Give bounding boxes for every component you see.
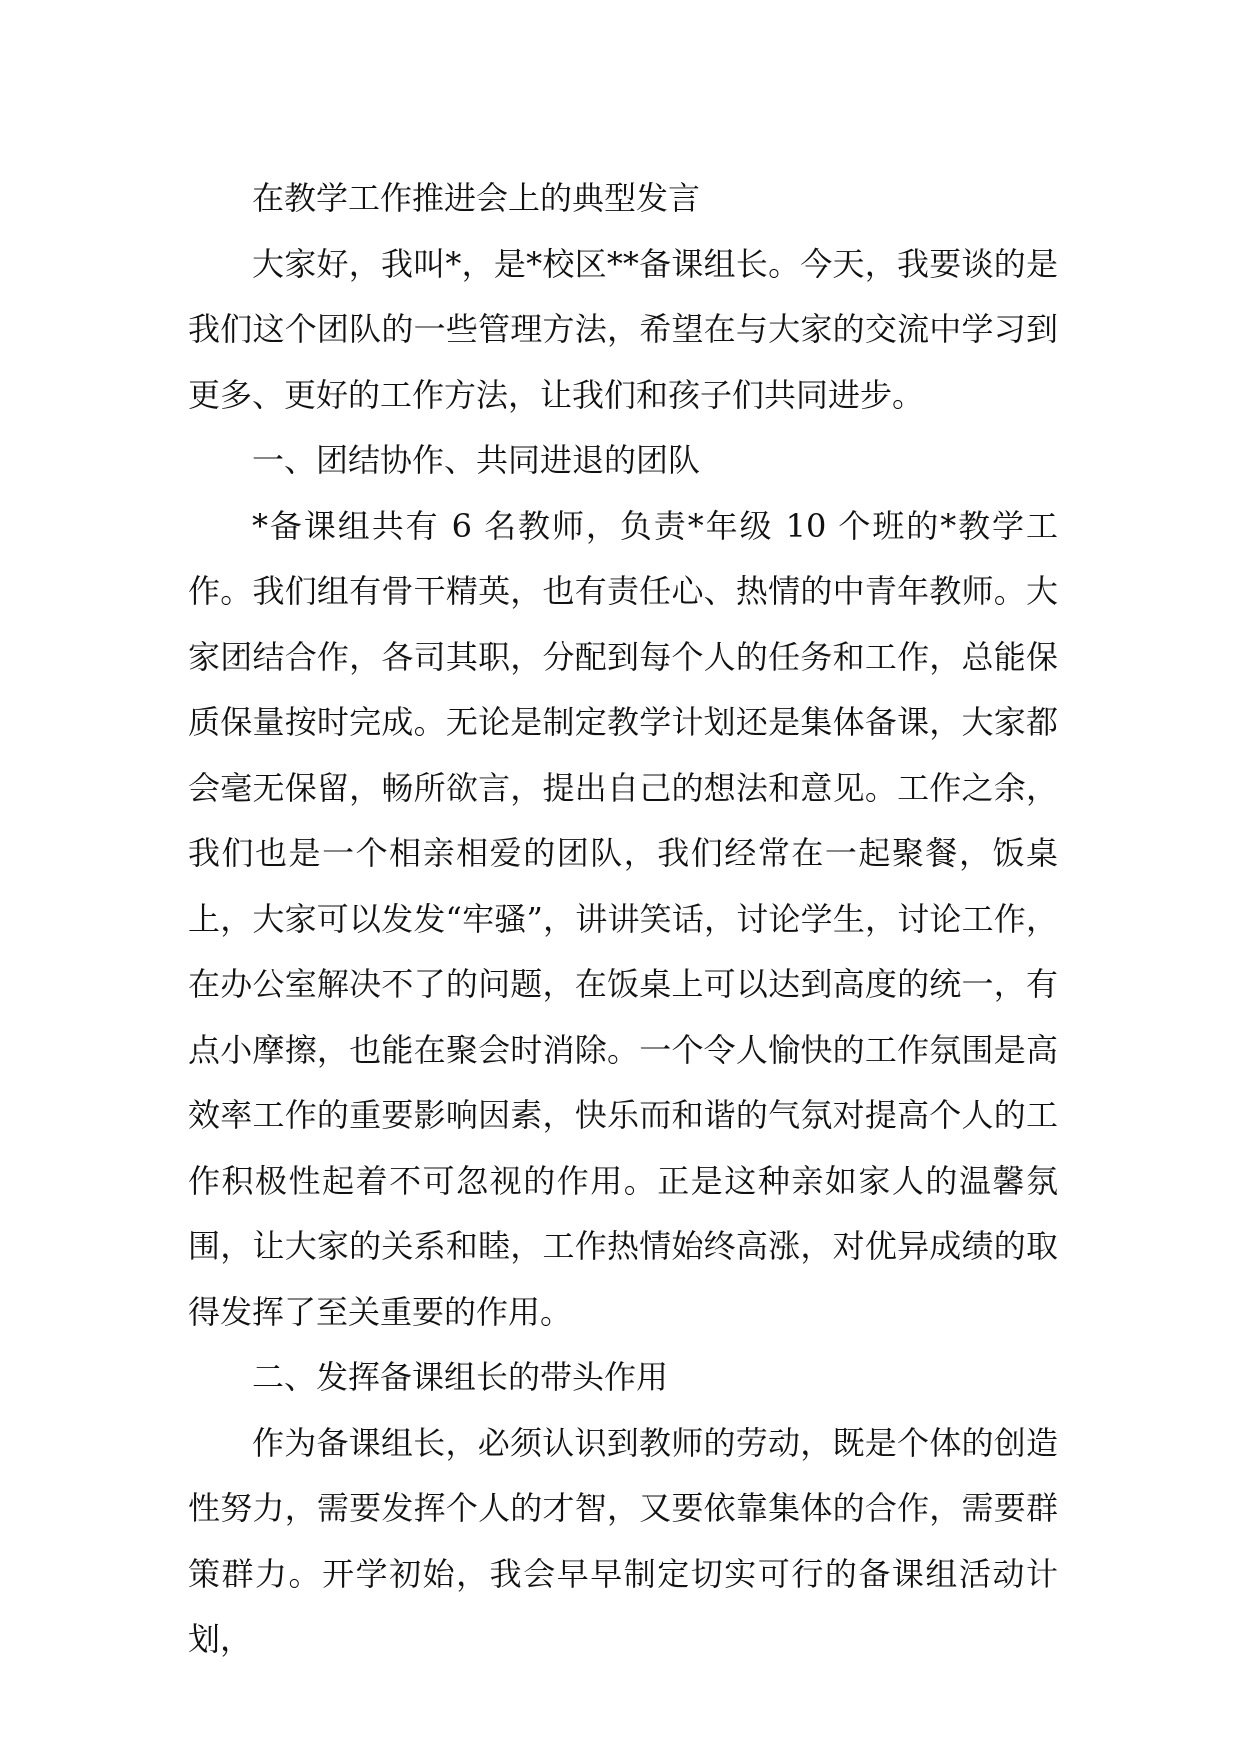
paragraph-leader: 作为备课组长，必须认识到教师的劳动，既是个体的创造性努力，需要发挥个人的才智，又要依靠集体的合作，需要群策群力。开学初始，我会早早制定切实可行的备课组活动计划， xyxy=(188,1423,1058,1658)
section-heading-1: 一、团结协作、共同进退的团队 xyxy=(252,441,701,479)
document-title: 在教学工作推进会上的典型发言 xyxy=(252,179,701,217)
paragraph-team: *备课组共有 6 名教师，负责*年级 10 个班的*教学工作。我们组有骨干精英，也有责任心、热情的中青年教师。大家团结合作，各司其职，分配到每个人的任务和工作，总能保质保量按时完成。无论是制定教学计划还是集体备课，大家都会毫无保留，畅所欲言，提出自己的想法和意见。工作之余，我们也是一个相亲相爱的团队，我们经常在一起聚餐，饭桌上，大家可以发发“牢骚”，讲讲笑话，讨论学生，讨论工作，在办公室解决不了的问题，在饭桌上可以达到高度的统一，有点小摩擦，也能在聚会时消除。一个令人愉快的工作氛围是高效率工作的重要影响因素，快乐而和谐的气氛对提高个人的工作积极性起着不可忽视的作用。正是这种亲如家人的温馨氛围，让大家的关系和睦，工作热情始终高涨，对优异成绩的取得发挥了至关重要的作用。 xyxy=(188,506,1058,1331)
paragraph-greeting: 大家好，我叫*，是*校区**备课组长。今天，我要谈的是我们这个团队的一些管理方法，希望在与大家的交流中学习到更多、更好的工作方法，让我们和孩子们共同进步。 xyxy=(188,244,1058,414)
document-body xyxy=(188,166,1058,1673)
section-heading-2: 二、发挥备课组长的带头作用 xyxy=(252,1358,669,1396)
